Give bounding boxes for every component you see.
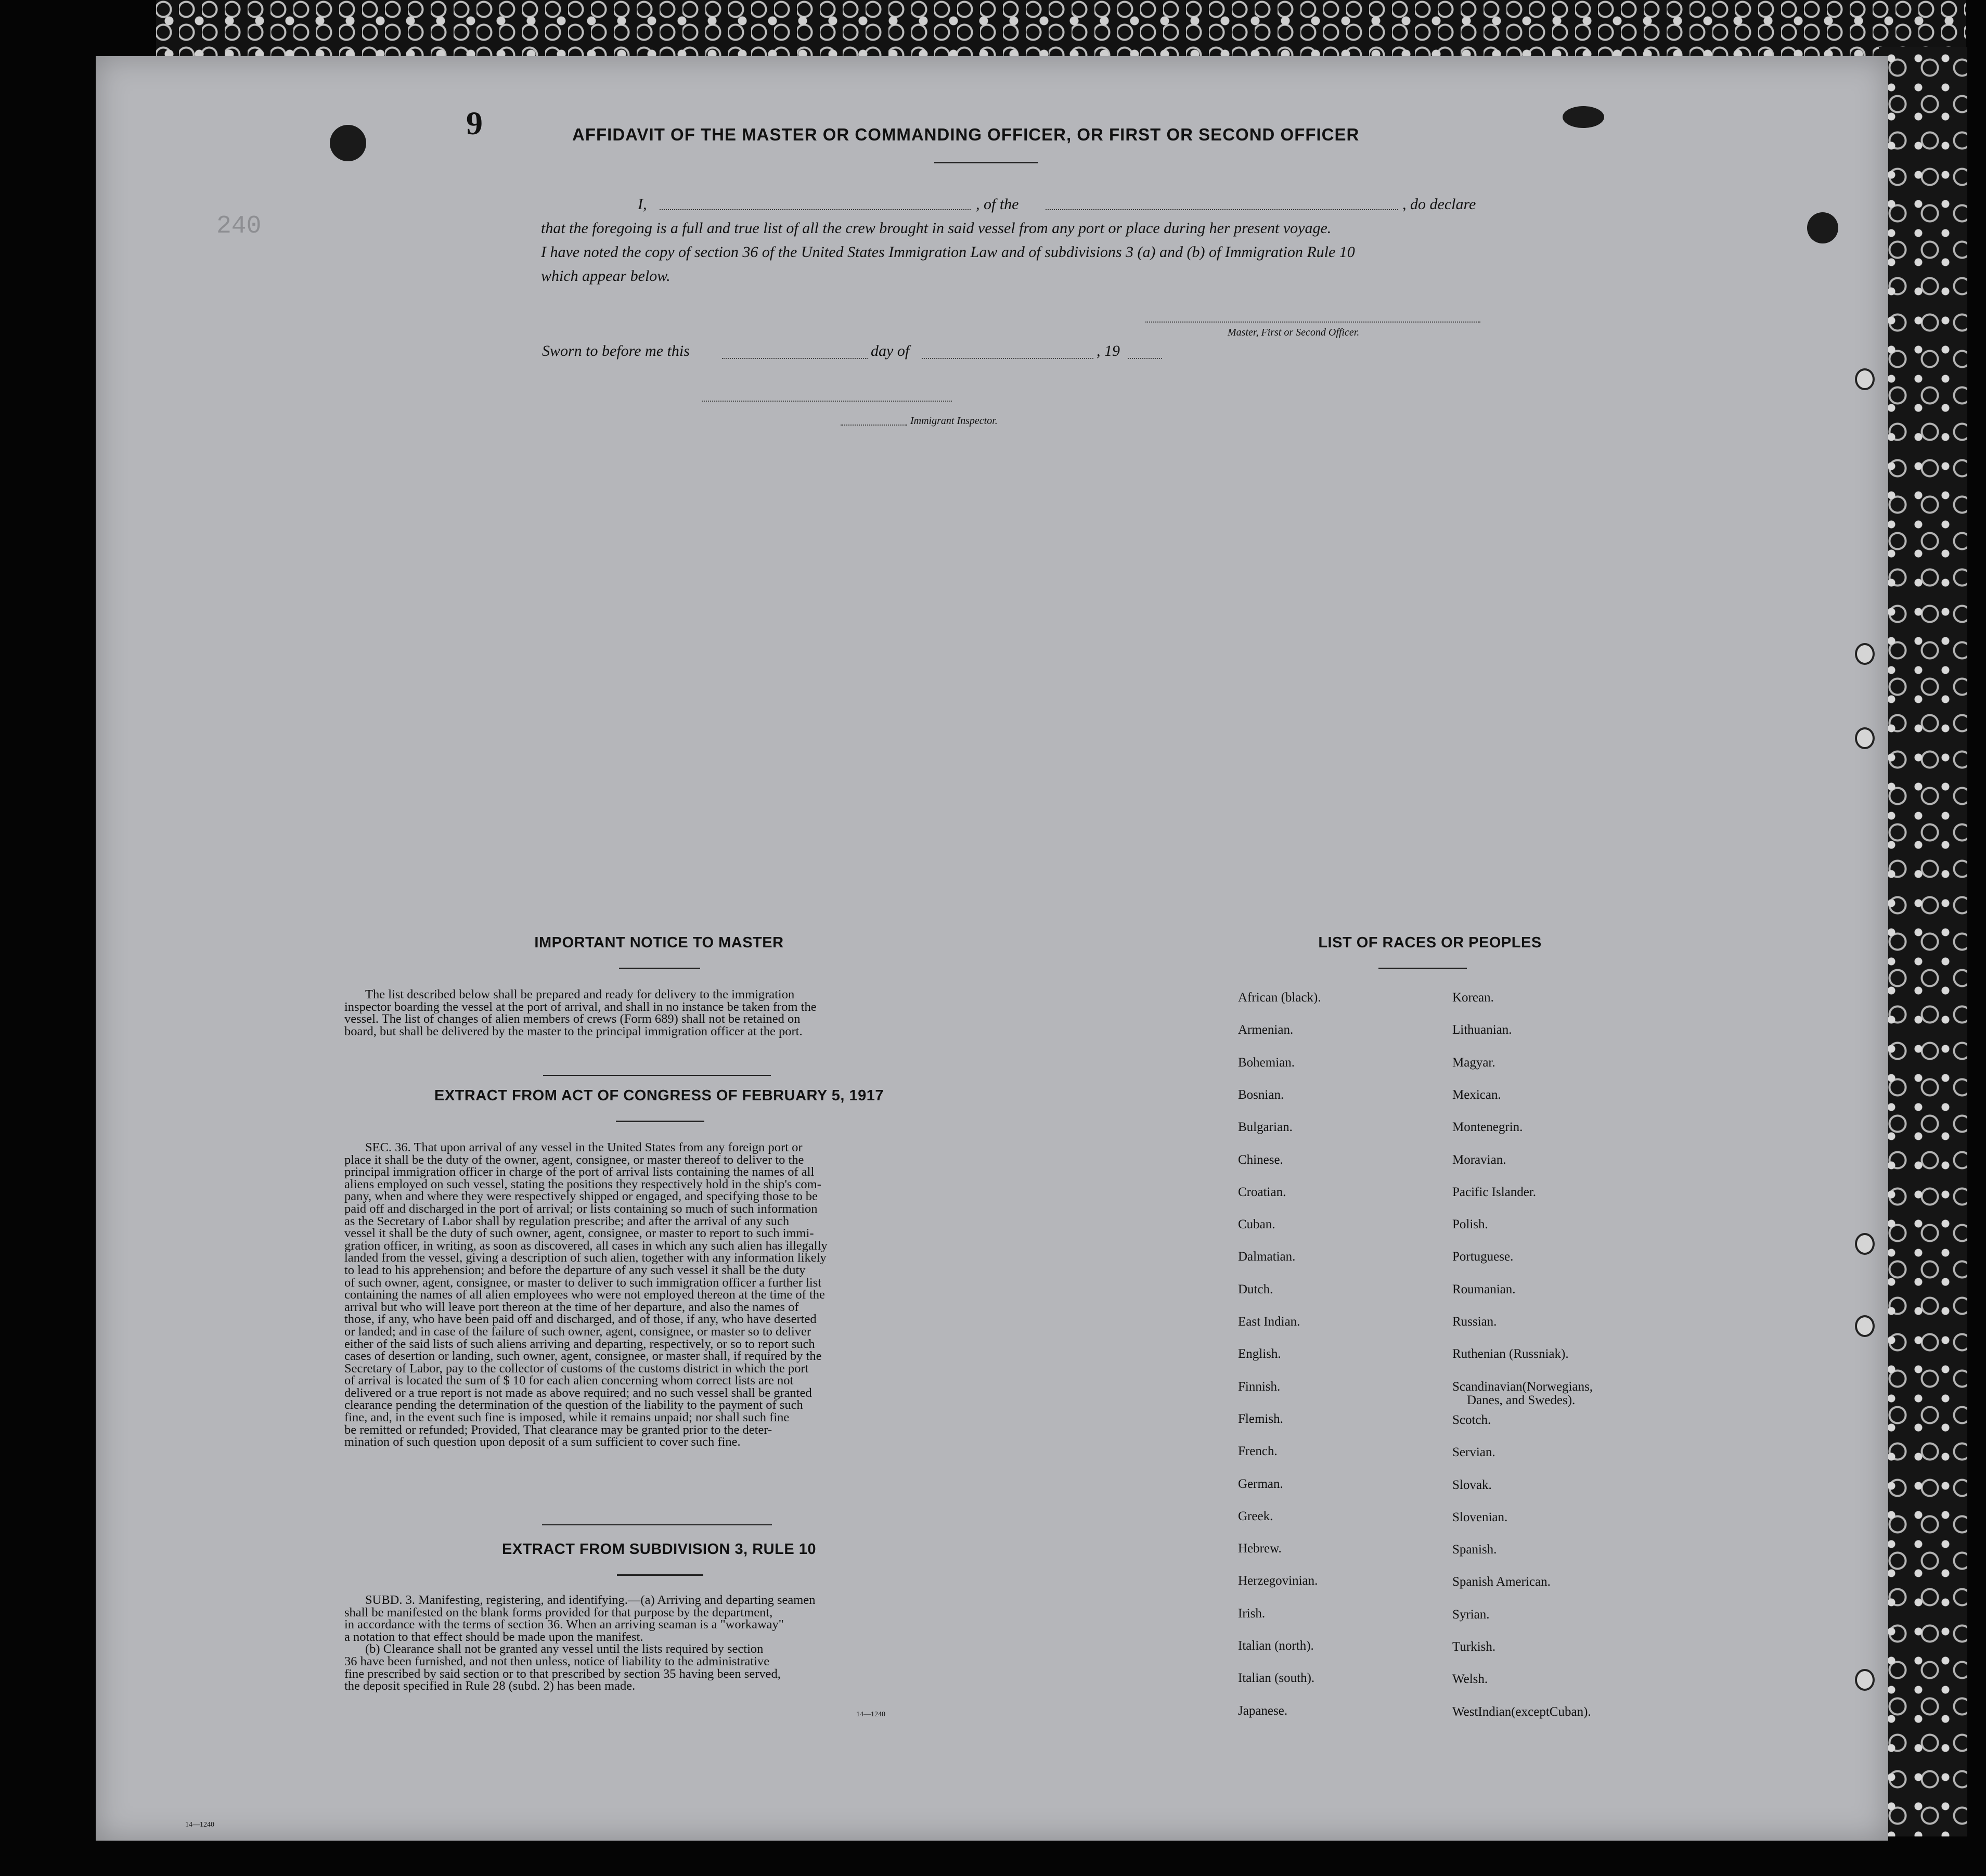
race-item: Dutch. (1238, 1282, 1273, 1296)
text-line: principal immigration officer in charge of the port of arrival lists containing the names of all (344, 1165, 815, 1179)
punch-hole (1855, 727, 1875, 749)
race-item: Lithuanian. (1452, 1023, 1512, 1037)
race-item: Dalmatian. (1238, 1250, 1296, 1264)
race-item: Spanish. (1452, 1543, 1497, 1557)
sworn-month-field[interactable] (922, 358, 1093, 359)
punch-hole (1855, 1233, 1875, 1255)
margin-mark: 240 (216, 212, 262, 240)
race-item: Scotch. (1452, 1412, 1491, 1427)
text-line: or landed; and in case of the failure of such owner, agent, consignee, or master so to deliver (344, 1324, 811, 1339)
text-line: arrival but who will leave port thereon at the time of her departure, and also the names of (344, 1300, 799, 1314)
race-item: Servian. (1452, 1445, 1495, 1460)
act-heading: EXTRACT FROM ACT OF CONGRESS OF FEBRUARY 5, 1917 (434, 1087, 884, 1104)
notice-line: inspector boarding the vessel at the port of arrival, and shall in no instance be taken from the (344, 999, 817, 1014)
notice-line: The list described below shall be prepared and ready for delivery to the immigration (365, 987, 795, 1001)
inspector-dots (841, 423, 907, 426)
affidavit-title: AFFIDAVIT OF THE MASTER OR COMMANDING OFFICER, OR FIRST OR SECOND OFFICER (572, 125, 1360, 144)
divider (617, 1574, 703, 1576)
race-item: Syrian. (1452, 1607, 1490, 1622)
race-item: WestIndian(exceptCuban). (1452, 1704, 1591, 1719)
text-line: gration officer, in writing, as soon as discovered, all cases in which any such alien has illegally (344, 1238, 828, 1253)
notice-line: vessel. The list of changes of alien members of crews (Form 689) shall not be retained on (344, 1012, 801, 1026)
declaration-line-4: which appear below. (541, 267, 670, 285)
form-number: 14—1240 (856, 1711, 885, 1718)
ink-stain (1807, 212, 1838, 243)
race-item: Pacific Islander. (1452, 1185, 1537, 1199)
sworn-year-field[interactable] (1128, 358, 1162, 359)
day-of-label: day of (871, 342, 910, 359)
divider (1378, 968, 1467, 969)
punch-hole (1855, 643, 1875, 665)
text-line: in accordance with the terms of section 36. When an arriving seaman is a "workaway" (344, 1617, 784, 1632)
race-item: Italian (south). (1238, 1671, 1315, 1686)
race-item: Cuban. (1238, 1217, 1275, 1232)
text-line: of such owner, agent, consignee, or master to deliver to such immigration officer a further list (344, 1275, 822, 1290)
text-line: containing the names of all alien employees who were not employed thereon at the time of the (344, 1288, 825, 1302)
text-line: to lead to his apprehension; and before the departure of any such vessel it shall be the duty (344, 1263, 806, 1277)
text-line: Secretary of Labor, pay to the collector of customs of the customs district in which the port (344, 1361, 809, 1376)
race-item: Hebrew. (1238, 1541, 1282, 1556)
declaration-line-2: that the foregoing is a full and true list of all the crew brought in said vessel from any port or place during her present voyage. (541, 220, 1332, 237)
race-item: Bosnian. (1238, 1087, 1284, 1102)
race-item: Magyar. (1452, 1055, 1495, 1070)
race-item: Polish. (1452, 1217, 1488, 1232)
ink-stain (330, 125, 366, 161)
notice-heading: IMPORTANT NOTICE TO MASTER (534, 934, 784, 951)
race-item: Portuguese. (1452, 1250, 1514, 1264)
vessel-field[interactable] (1046, 192, 1398, 210)
ornamental-binding-top (156, 0, 1966, 58)
rule-body (344, 1594, 951, 1692)
race-item: Slovak. (1452, 1477, 1492, 1492)
race-item: Japanese. (1238, 1703, 1288, 1718)
declaration-line-3: I have noted the copy of section 36 of the United States Immigration Law and of subdivisions 3 (a) and (b) of Immigration Rule 10 (541, 243, 1355, 261)
text-line: pany, when and where they were respectively shipped or engaged, and specifying those to be (344, 1189, 818, 1204)
master-caption: Master, First or Second Officer. (1228, 327, 1360, 338)
race-item: Scandinavian(Norwegians, (1452, 1379, 1593, 1394)
race-item: Flemish. (1238, 1411, 1283, 1426)
ornamental-binding-right (1879, 47, 1967, 1836)
race-item: Finnish. (1238, 1379, 1281, 1394)
name-field[interactable] (660, 192, 971, 210)
race-item: Irish. (1238, 1606, 1266, 1621)
race-item: Armenian. (1238, 1023, 1294, 1037)
text-line: fine, and, in the event such fine is imposed, while it remains unpaid; nor shall such fine (344, 1410, 790, 1425)
race-item: African (black). (1238, 991, 1321, 1005)
race-item: Moravian. (1452, 1152, 1506, 1167)
sworn-label: Sworn to before me this (542, 342, 690, 359)
race-item: Bulgarian. (1238, 1120, 1293, 1135)
race-item: Mexican. (1452, 1087, 1501, 1102)
race-item: Greek. (1238, 1509, 1273, 1523)
race-item: German. (1238, 1476, 1283, 1491)
text-line: be remitted or refunded; Provided, That clearance may be granted prior to the deter- (344, 1422, 772, 1437)
text-line: aliens employed on such vessel, stating the positions they respectively hold in the ship's com- (344, 1177, 821, 1191)
race-item: Korean. (1452, 991, 1494, 1005)
handwritten-page-number: 9 (466, 105, 483, 142)
race-item: Chinese. (1238, 1152, 1283, 1167)
divider (543, 1075, 771, 1076)
ink-stain (1563, 106, 1604, 128)
text-line: those, if any, who have been paid off and discharged, and of those, if any, who have deserted (344, 1312, 817, 1327)
text-line: 36 have been furnished, and not then unless, notice of liability to the administrative (344, 1654, 770, 1668)
text-line: clearance pending the determination of the question of the liability to the payment of such (344, 1398, 803, 1412)
text-line: a notation to that effect should be made upon the manifest. (344, 1629, 643, 1644)
text-line: SUBD. 3. Manifesting, registering, and identifying.—(a) Arriving and departing seamen (365, 1593, 816, 1607)
text-line: shall be manifested on the blank forms provided for that purpose by the department, (344, 1605, 773, 1620)
affidavit-declaration (541, 192, 1579, 288)
text-line: cases of desertion or landing, such owner, agent, consignee, or master shall, if required by the (344, 1349, 822, 1364)
rule-heading: EXTRACT FROM SUBDIVISION 3, RULE 10 (501, 1541, 816, 1558)
sworn-line (542, 342, 1270, 363)
race-item-continuation: Danes, and Swedes). (1467, 1393, 1576, 1407)
race-item: Ruthenian (Russniak). (1452, 1347, 1569, 1361)
year-label: , 19 (1097, 342, 1120, 359)
inspector-caption: Immigrant Inspector. (910, 415, 998, 427)
text-line: paid off and discharged in the port of arrival; or lists containing so much of such information (344, 1201, 818, 1216)
race-item: Roumanian. (1452, 1282, 1516, 1296)
divider (934, 162, 1038, 163)
document-page (96, 56, 1888, 1841)
text-line: either of the said lists of such aliens arriving and departing, respectively, or so to report such (344, 1337, 815, 1351)
races-heading: LIST OF RACES OR PEOPLES (1318, 934, 1542, 951)
text-line: landed from the vessel, giving a description of such alien, together with any information likely (344, 1251, 827, 1265)
text-line: SEC. 36. That upon arrival of any vessel in the United States from any foreign port or (365, 1140, 803, 1154)
sworn-day-field[interactable] (722, 358, 868, 359)
race-item: Croatian. (1238, 1185, 1286, 1199)
race-item: Bohemian. (1238, 1055, 1295, 1070)
race-item: English. (1238, 1347, 1281, 1361)
race-item: French. (1238, 1444, 1278, 1459)
text-line: (b) Clearance shall not be granted any vessel until the lists required by section (365, 1642, 764, 1656)
race-item: Russian. (1452, 1315, 1497, 1329)
text-line: mination of such question upon deposit of a sum sufficient to cover such fine. (344, 1435, 741, 1449)
divider (616, 1121, 704, 1122)
race-item: Welsh. (1452, 1672, 1488, 1687)
race-item: East Indian. (1238, 1315, 1300, 1329)
race-item: Slovenian. (1452, 1510, 1508, 1524)
punch-hole (1855, 1669, 1875, 1691)
notice-body (344, 988, 951, 1037)
i-label: I, (638, 196, 647, 213)
footer-form-number: 14—1240 (185, 1821, 214, 1829)
act-body (344, 1141, 951, 1448)
race-item: Turkish. (1452, 1640, 1496, 1654)
text-line: fine prescribed by said section or to that prescribed by section 35 having been served, (344, 1666, 781, 1681)
inspector-signature-line[interactable] (702, 400, 952, 402)
text-line: delivered or a true report is not made as above required; and no such vessel shall be granted (344, 1385, 812, 1400)
punch-hole (1855, 1315, 1875, 1337)
divider (619, 968, 700, 969)
master-signature-line[interactable] (1145, 320, 1480, 323)
race-item: Herzegovinian. (1238, 1574, 1318, 1588)
divider (542, 1524, 772, 1525)
text-line: place it shall be the duty of the owner, agent, consignee, or master thereof to deliver to the (344, 1152, 804, 1167)
race-item: Spanish American. (1452, 1575, 1551, 1589)
text-line: of arrival is located the sum of $ 10 for each alien concerning whom correct lists are not (344, 1373, 794, 1388)
do-declare-label: , do declare (1402, 196, 1476, 213)
race-item: Italian (north). (1238, 1639, 1314, 1653)
of-the-label: , of the (976, 196, 1019, 213)
race-item: Montenegrin. (1452, 1120, 1523, 1135)
text-line: the deposit specified in Rule 28 (subd. 2) has been made. (344, 1679, 636, 1693)
text-line: as the Secretary of Labor shall by regulation prescribe; and after the arrival of any such (344, 1214, 790, 1228)
punch-hole (1855, 368, 1875, 390)
text-line: vessel it shall be the duty of such owner, agent, consignee, or master to report to such immi- (344, 1226, 814, 1241)
notice-line: board, but shall be delivered by the master to the principal immigration officer at the port. (344, 1024, 803, 1038)
